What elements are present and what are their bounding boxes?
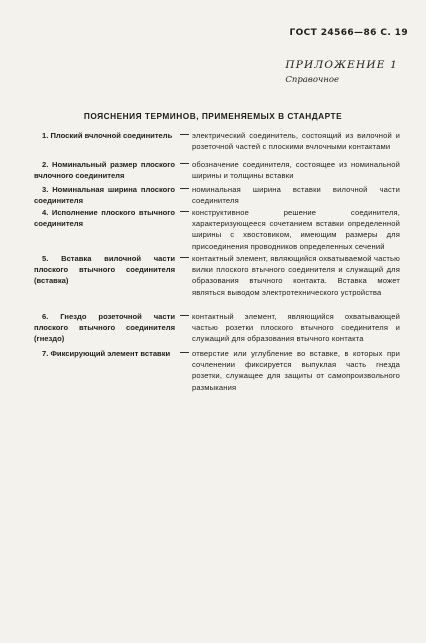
term-name: 1. Плоский вчлочной соединитель bbox=[42, 131, 173, 140]
standard-page-header: ГОСТ 24566—86 С. 19 bbox=[289, 28, 408, 38]
term-definition: контактный элемент, являющийся охватывающей частью розетки плоского втычного соединителя и служащий для образования втычного контакта bbox=[192, 312, 400, 344]
term-name: 6. Гнездо розеточной части плоского втычного соединителя (гнездо) bbox=[34, 312, 175, 344]
term-name: 5. Вставка вилочной части плоского втычного соединителя (вставка) bbox=[34, 254, 175, 286]
term-dash: — bbox=[180, 347, 189, 357]
term-definition: обозначение соединителя, состоящее из номинальной ширины и толщины вставки bbox=[192, 160, 400, 181]
appendix-title: ПРИЛОЖЕНИЕ 1 bbox=[285, 59, 398, 71]
term-name: 7. Фиксирующий элемент вставки bbox=[42, 349, 171, 358]
term-name: 2. Номинальный размер плоского вчлочного соединителя bbox=[34, 160, 175, 181]
section-title: ПОЯСНЕНИЯ ТЕРМИНОВ, ПРИМЕНЯЕМЫХ В СТАНДАРТЕ bbox=[83, 111, 343, 121]
term-dash: — bbox=[180, 206, 189, 216]
appendix-subtitle: Справочное bbox=[285, 75, 339, 85]
term-dash: — bbox=[180, 183, 189, 193]
term-definition: контактный элемент, являющийся охватываемой частью вилки плоского втычного соединителя и служащий для образования втычного контакта. Вставка может являться выводом электротехнического устройства bbox=[192, 254, 400, 297]
term-name: 4. Исполнение плоского втычного соединителя bbox=[34, 208, 175, 229]
term-dash: — bbox=[180, 252, 189, 262]
term-dash: — bbox=[180, 158, 189, 168]
term-dash: — bbox=[180, 129, 189, 139]
term-definition: номинальная ширина вставки вилочной части соединителя bbox=[192, 185, 400, 206]
term-definition: электрический соединитель, состоящий из вилочной и розеточной частей с плоскими вчлочными контактами bbox=[192, 131, 400, 152]
term-name: 3. Номинальная ширина плоского соединителя bbox=[34, 185, 175, 206]
term-definition: конструктивное решение соединителя, характеризующееся сочетанием вставки определенной ширины с хвостовиком, имеющим размеры для присоединения проводников определенных сечений bbox=[192, 208, 400, 251]
term-dash: — bbox=[180, 310, 189, 320]
term-definition: отверстие или углубление во вставке, в которых при сочленении фиксируется выпуклая часть гнезда розетки, служащее для защиты от самопроизвольного размыкания bbox=[192, 349, 400, 392]
